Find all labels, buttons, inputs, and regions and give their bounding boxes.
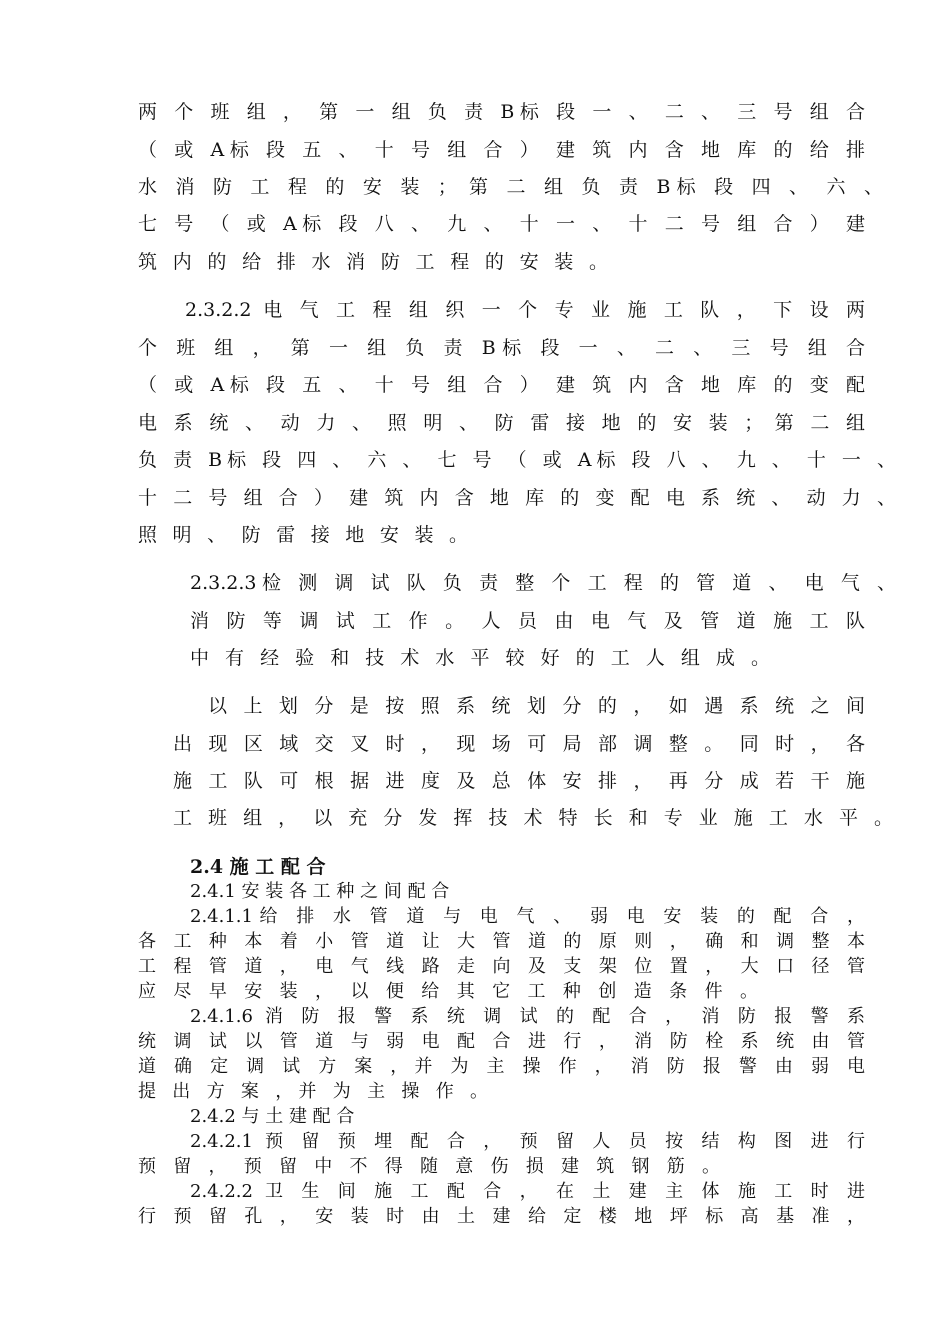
paragraph-line: 两 个 班 组 ， 第 一 组 负 责 B标 段 一 、 二 、 三 号 组 合 <box>138 101 865 123</box>
paragraph-line: 十 二 号 组 合 ） 建 筑 内 含 地 库 的 变 配 电 系 统 、 动 力 、 <box>138 487 896 509</box>
paragraph-line: 应 尽 早 安 装 ， 以 便 给 其 它 工 种 创 造 条 件 。 <box>138 981 758 1002</box>
paragraph-line: 2.3.2.3检 测 调 试 队 负 责 整 个 工 程 的 管 道 、 电 气 、 <box>190 572 896 594</box>
paragraph-line: 2.4.2.2 卫 生 间 施 工 配 合 ， 在 土 建 主 体 施 工 时 进 <box>190 1181 865 1202</box>
paragraph-line: 以 上 划 分 是 按 照 系 统 划 分 的 ， 如 遇 系 统 之 间 <box>208 695 865 717</box>
paragraph-line: 2.4.2.1 预 留 预 埋 配 合 ， 预 留 人 员 按 结 构 图 进 行 <box>190 1131 865 1152</box>
paragraph-line: 筑 内 的 给 排 水 消 防 工 程 的 安 装 。 <box>138 251 608 273</box>
paragraph-line: 2.3.2.2 电 气 工 程 组 织 一 个 专 业 施 工 队 ， 下 设 两 <box>185 299 865 321</box>
paragraph-line: 照 明 、 防 雷 接 地 安 装 。 <box>138 524 468 546</box>
paragraph-line: 2.4.1.1给 排 水 管 道 与 电 气 、 弱 电 安 装 的 配 合 ， <box>190 906 865 927</box>
paragraph-line: （ 或 A标 段 五 、 十 号 组 合 ） 建 筑 内 含 地 库 的 给 排 <box>138 139 865 161</box>
paragraph-line: 中 有 经 验 和 技 术 水 平 较 好 的 工 人 组 成 。 <box>190 647 770 669</box>
paragraph-line: 电 系 统 、 动 力 、 照 明 、 防 雷 接 地 的 安 装 ； 第 二 组 <box>138 412 865 434</box>
paragraph-line: 统 调 试 以 管 道 与 弱 电 配 合 进 行 ， 消 防 栓 系 统 由 管 <box>138 1031 865 1052</box>
section-heading: 2.4 施 工 配 合 <box>190 856 326 878</box>
paragraph-line: 水 消 防 工 程 的 安 装 ； 第 二 组 负 责 B标 段 四 、 六 、 <box>138 176 883 198</box>
subsection-heading: 2.4.2 与 土 建 配 合 <box>190 1106 355 1127</box>
paragraph-line: 行 预 留 孔 ， 安 装 时 由 土 建 给 定 楼 地 坪 标 高 基 准 ， <box>138 1206 865 1227</box>
paragraph-line: 各 工 种 本 着 小 管 道 让 大 管 道 的 原 则 ， 确 和 调 整 本 <box>138 931 865 952</box>
paragraph-line: 消 防 等 调 试 工 作 。 人 员 由 电 气 及 管 道 施 工 队 <box>190 610 865 632</box>
paragraph-line: 出 现 区 域 交 叉 时 ， 现 场 可 局 部 调 整 。 同 时 ， 各 <box>173 733 865 755</box>
paragraph-line: 预 留 ， 预 留 中 不 得 随 意 伤 损 建 筑 钢 筋 。 <box>138 1156 720 1177</box>
paragraph-line: 工 程 管 道 ， 电 气 线 路 走 向 及 支 架 位 置 ， 大 口 径 管 <box>138 956 865 977</box>
paragraph-line: 施 工 队 可 根 据 进 度 及 总 体 安 排 ， 再 分 成 若 干 施 <box>173 770 865 792</box>
paragraph-line: 道 确 定 调 试 方 案 ，并 为 主 操 作 ， 消 防 报 警 由 弱 电 <box>138 1056 865 1077</box>
paragraph-line: 负 责 B标 段 四 、 六 、 七 号 （ 或 A标 段 八 、 九 、 十 一 、 <box>138 449 896 471</box>
subsection-heading: 2.4.1 安 装 各 工 种 之 间 配 合 <box>190 881 450 902</box>
paragraph-line: 提 出 方 案 ，并 为 主 操 作 。 <box>138 1081 488 1102</box>
paragraph-line: 工 班 组 ， 以 充 分 发 挥 技 术 特 长 和 专 业 施 工 水 平 。 <box>173 807 893 829</box>
paragraph-line: 七 号 （ 或 A标 段 八 、 九 、 十 一 、 十 二 号 组 合 ） 建 <box>138 213 865 235</box>
paragraph-line: （ 或 A标 段 五 、 十 号 组 合 ） 建 筑 内 含 地 库 的 变 配 <box>138 374 865 396</box>
paragraph-line: 2.4.1.6 消 防 报 警 系 统 调 试 的 配 合 ， 消 防 报 警 系 <box>190 1006 865 1027</box>
paragraph-line: 个 班 组 ， 第 一 组 负 责 B标 段 一 、 二 、 三 号 组 合 <box>138 337 865 359</box>
